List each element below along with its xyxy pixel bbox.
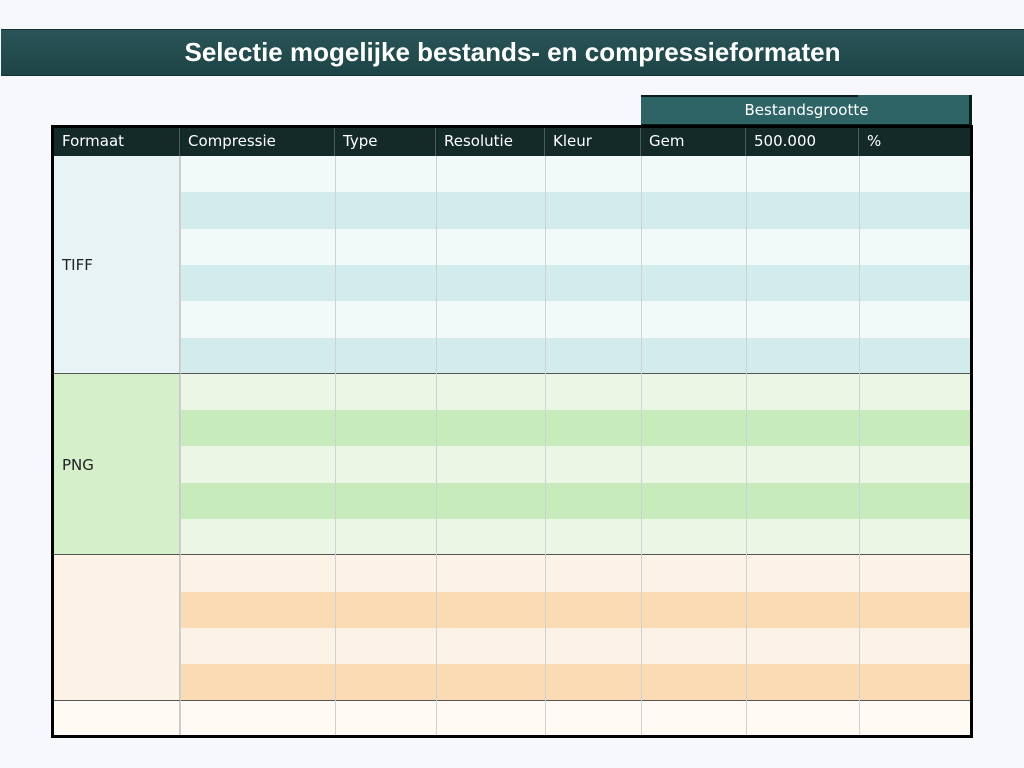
- column-header-kleur: Kleur: [545, 127, 641, 156]
- group-header-label: Bestandsgrootte: [744, 101, 869, 119]
- column-header-type: Type: [335, 127, 436, 156]
- column-header-resolutie: Resolutie: [436, 127, 545, 156]
- page-title: Selectie mogelijke bestands- en compressieformaten: [1, 29, 1024, 76]
- table-frame: [51, 125, 973, 738]
- group-cell-tiff: TIFF: [54, 156, 180, 374]
- group-cell-png: PNG: [54, 374, 180, 556]
- column-header-gem: Gem: [641, 127, 746, 156]
- column-header-500000: 500.000: [746, 127, 859, 156]
- column-header-compressie: Compressie: [180, 127, 335, 156]
- column-header-percent: %: [867, 132, 882, 150]
- group-header-bestandsgrootte: [641, 95, 972, 126]
- column-header-formaat: Formaat: [54, 127, 180, 156]
